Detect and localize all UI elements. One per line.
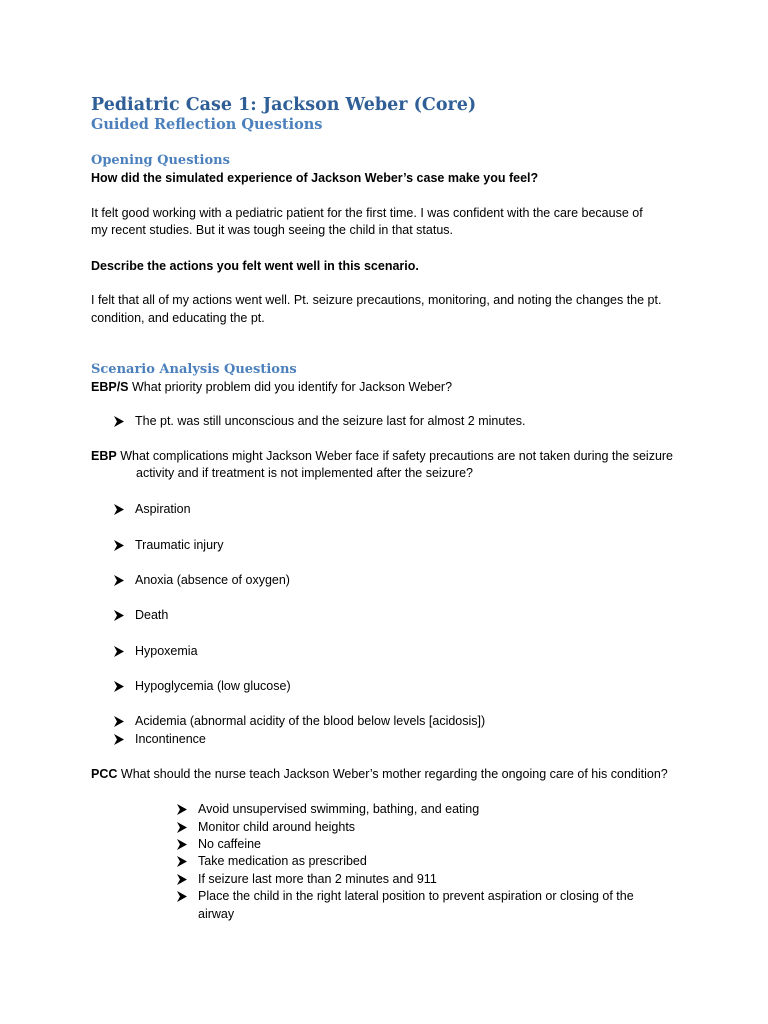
list-item bbox=[174, 853, 367, 871]
question-text: What should the nurse teach Jackson Weber’s mother regarding the ongoing care of his condition? bbox=[120, 767, 668, 781]
opening-answer-2-line-2: condition, and educating the pt. bbox=[91, 311, 265, 325]
document-title: Pediatric Case 1: Jackson Weber (Core) bbox=[91, 95, 477, 115]
list-item bbox=[111, 678, 291, 696]
opening-answer-2-line-1: I felt that all of my actions went well. Pt. seizure precautions, monitoring, and noting the changes the pt. bbox=[91, 293, 662, 307]
list-item-text: Hypoxemia bbox=[135, 644, 198, 658]
list-item bbox=[174, 888, 668, 923]
list-item bbox=[111, 501, 191, 519]
list-item bbox=[174, 801, 479, 819]
document-subtitle: Guided Reflection Questions bbox=[91, 116, 323, 133]
analysis-question-2 bbox=[91, 448, 673, 466]
scenario-analysis-heading: Scenario Analysis Questions bbox=[91, 362, 297, 377]
question-tag-ebp: EBP bbox=[91, 449, 117, 463]
question-tag-pcc: PCC bbox=[91, 767, 118, 781]
list-item-text: Anoxia (absence of oxygen) bbox=[135, 573, 290, 587]
arrowhead-bullet-icon bbox=[111, 713, 127, 730]
list-item-text: If seizure last more than 2 minutes and 911 bbox=[198, 872, 437, 886]
arrowhead-bullet-icon bbox=[111, 413, 127, 430]
list-item bbox=[111, 713, 485, 731]
arrowhead-bullet-icon bbox=[111, 731, 127, 748]
arrowhead-bullet-icon bbox=[111, 572, 127, 589]
opening-answer-1-line-2: my recent studies. But it was tough seeing the child in that status. bbox=[91, 223, 453, 237]
opening-answer-1-line-1: It felt good working with a pediatric patient for the first time. I was confident with the care because of bbox=[91, 206, 643, 220]
analysis-answer-list-1 bbox=[111, 413, 525, 431]
list-item-text: The pt. was still unconscious and the seizure last for almost 2 minutes. bbox=[135, 414, 526, 428]
list-item-text: Take medication as prescribed bbox=[198, 854, 367, 868]
list-item-text: Aspiration bbox=[135, 502, 191, 516]
list-item bbox=[111, 537, 223, 555]
list-item bbox=[111, 413, 525, 431]
list-item-text: Death bbox=[135, 608, 169, 622]
list-item-text: Incontinence bbox=[135, 732, 206, 746]
arrowhead-bullet-icon bbox=[111, 501, 127, 518]
question-text: What complications might Jackson Weber face if safety precautions are not taken during the seizure bbox=[120, 449, 674, 463]
opening-question-1: How did the simulated experience of Jackson Weber’s case make you feel? bbox=[91, 171, 539, 185]
arrowhead-bullet-icon bbox=[174, 853, 190, 870]
arrowhead-bullet-icon bbox=[174, 871, 190, 888]
arrowhead-bullet-icon bbox=[174, 836, 190, 853]
list-item bbox=[111, 607, 168, 625]
list-item-text: No caffeine bbox=[198, 837, 262, 851]
list-item-text: Traumatic injury bbox=[135, 538, 224, 552]
arrowhead-bullet-icon bbox=[174, 819, 190, 836]
list-item bbox=[111, 731, 206, 749]
opening-questions-heading: Opening Questions bbox=[91, 153, 230, 168]
question-tag-ebp-s: EBP/S bbox=[91, 380, 129, 394]
analysis-question-2-line-2: activity and if treatment is not implemented after the seizure? bbox=[136, 466, 473, 480]
list-item-text: Acidemia (abnormal acidity of the blood below levels [acidosis]) bbox=[135, 714, 486, 728]
list-item bbox=[111, 572, 290, 590]
analysis-question-3 bbox=[91, 766, 668, 784]
list-item-text: Hypoglycemia (low glucose) bbox=[135, 679, 291, 693]
list-item bbox=[111, 643, 198, 661]
list-item-text: Place the child in the right lateral position to prevent aspiration or closing of the airway bbox=[198, 889, 634, 921]
list-item bbox=[174, 836, 261, 854]
arrowhead-bullet-icon bbox=[174, 888, 190, 905]
question-text: What priority problem did you identify for Jackson Weber? bbox=[132, 380, 453, 394]
list-item bbox=[174, 819, 355, 837]
arrowhead-bullet-icon bbox=[174, 801, 190, 818]
opening-question-2: Describe the actions you felt went well in this scenario. bbox=[91, 259, 419, 273]
arrowhead-bullet-icon bbox=[111, 678, 127, 695]
list-item bbox=[174, 871, 437, 889]
list-item-text: Monitor child around heights bbox=[198, 820, 356, 834]
arrowhead-bullet-icon bbox=[111, 643, 127, 660]
arrowhead-bullet-icon bbox=[111, 607, 127, 624]
list-item-text: Avoid unsupervised swimming, bathing, and eating bbox=[198, 802, 480, 816]
arrowhead-bullet-icon bbox=[111, 537, 127, 554]
analysis-question-1 bbox=[91, 379, 452, 397]
